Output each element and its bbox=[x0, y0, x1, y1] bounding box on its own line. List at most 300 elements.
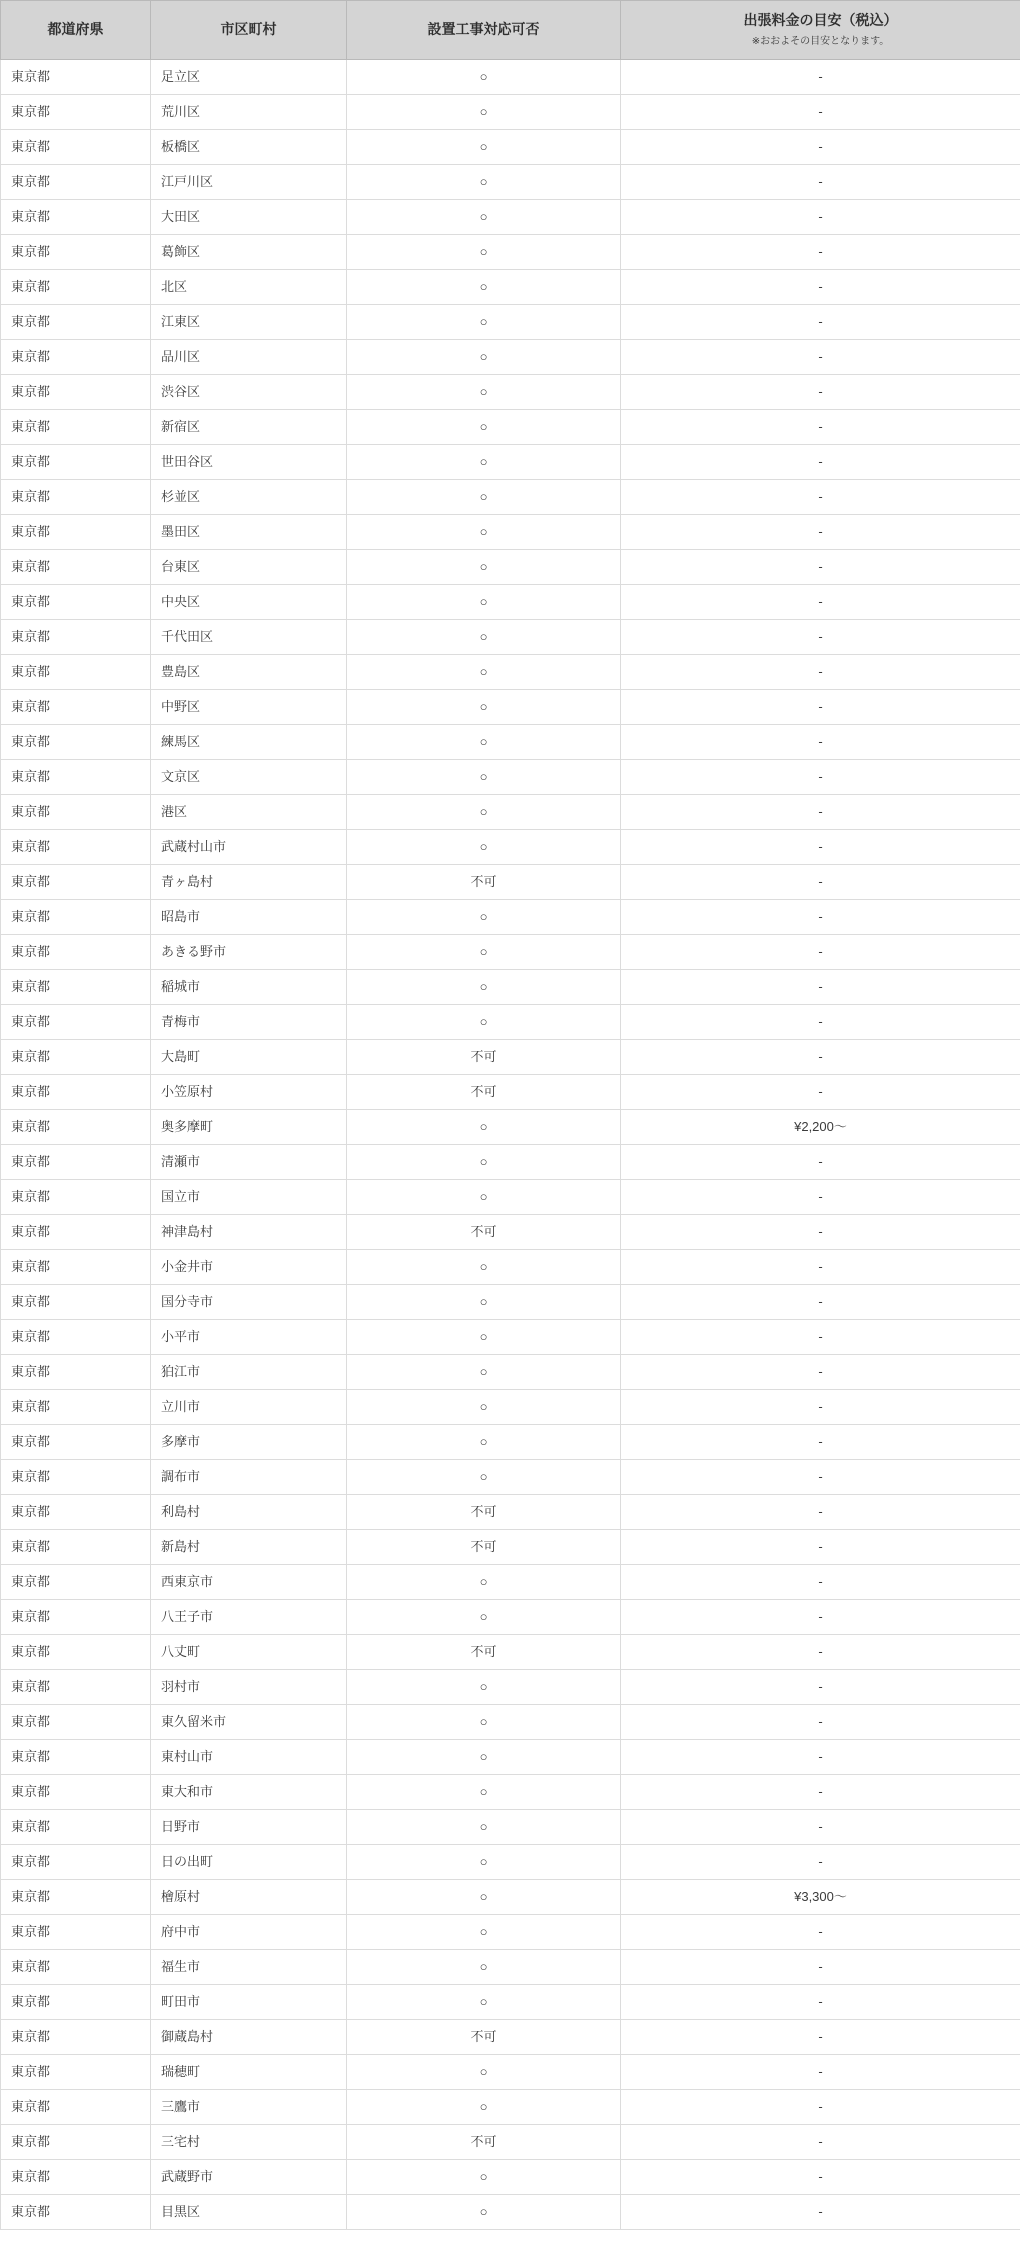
cell-fee: - bbox=[621, 829, 1020, 864]
table-row bbox=[1, 1389, 1020, 1424]
cell-fee: - bbox=[621, 724, 1020, 759]
cell-fee: - bbox=[621, 1739, 1020, 1774]
table-row bbox=[1, 1494, 1020, 1529]
table-row bbox=[1, 2089, 1020, 2124]
cell-fee: - bbox=[621, 2054, 1020, 2089]
column-header-fee-note: ※おおよその目安となります。 bbox=[751, 35, 890, 47]
cell-availability: ○ bbox=[347, 409, 621, 444]
cell-fee: - bbox=[621, 1249, 1020, 1284]
cell-availability: ○ bbox=[347, 1284, 621, 1319]
cell-prefecture: 東京都 bbox=[1, 1004, 151, 1039]
cell-prefecture: 東京都 bbox=[1, 689, 151, 724]
table-row bbox=[1, 1074, 1020, 1109]
cell-fee: - bbox=[621, 1319, 1020, 1354]
column-header-city: 市区町村 bbox=[151, 1, 347, 60]
cell-availability: ○ bbox=[347, 1844, 621, 1879]
cell-prefecture: 東京都 bbox=[1, 1984, 151, 2019]
table-row bbox=[1, 164, 1020, 199]
cell-prefecture: 東京都 bbox=[1, 1179, 151, 1214]
cell-prefecture: 東京都 bbox=[1, 1599, 151, 1634]
cell-availability: ○ bbox=[347, 584, 621, 619]
cell-prefecture: 東京都 bbox=[1, 374, 151, 409]
cell-city: 多摩市 bbox=[151, 1424, 347, 1459]
table-row bbox=[1, 129, 1020, 164]
cell-prefecture: 東京都 bbox=[1, 2124, 151, 2159]
cell-city: 東久留米市 bbox=[151, 1704, 347, 1739]
cell-availability: 不可 bbox=[347, 2124, 621, 2159]
cell-city: 昭島市 bbox=[151, 899, 347, 934]
cell-fee: - bbox=[621, 339, 1020, 374]
cell-city: 東村山市 bbox=[151, 1739, 347, 1774]
cell-city: 八王子市 bbox=[151, 1599, 347, 1634]
cell-prefecture: 東京都 bbox=[1, 514, 151, 549]
cell-prefecture: 東京都 bbox=[1, 1109, 151, 1144]
cell-city: 新宿区 bbox=[151, 409, 347, 444]
cell-prefecture: 東京都 bbox=[1, 1214, 151, 1249]
cell-city: 日の出町 bbox=[151, 1844, 347, 1879]
cell-prefecture: 東京都 bbox=[1, 1459, 151, 1494]
cell-prefecture: 東京都 bbox=[1, 1634, 151, 1669]
cell-city: 羽村市 bbox=[151, 1669, 347, 1704]
cell-availability: ○ bbox=[347, 759, 621, 794]
cell-prefecture: 東京都 bbox=[1, 794, 151, 829]
table-row bbox=[1, 549, 1020, 584]
table-row bbox=[1, 1669, 1020, 1704]
cell-prefecture: 東京都 bbox=[1, 339, 151, 374]
table-row bbox=[1, 2124, 1020, 2159]
cell-fee: - bbox=[621, 409, 1020, 444]
table-row bbox=[1, 619, 1020, 654]
table-row bbox=[1, 1599, 1020, 1634]
cell-prefecture: 東京都 bbox=[1, 1739, 151, 1774]
table-row bbox=[1, 1879, 1020, 1914]
cell-fee: ¥3,300〜 bbox=[621, 1879, 1020, 1914]
table-row bbox=[1, 1039, 1020, 1074]
cell-city: 狛江市 bbox=[151, 1354, 347, 1389]
cell-prefecture: 東京都 bbox=[1, 1949, 151, 1984]
cell-city: 品川区 bbox=[151, 339, 347, 374]
table-row bbox=[1, 864, 1020, 899]
cell-city: 三宅村 bbox=[151, 2124, 347, 2159]
cell-fee: - bbox=[621, 1354, 1020, 1389]
table-row bbox=[1, 934, 1020, 969]
cell-prefecture: 東京都 bbox=[1, 2019, 151, 2054]
cell-availability: ○ bbox=[347, 1424, 621, 1459]
table-row bbox=[1, 234, 1020, 269]
cell-prefecture: 東京都 bbox=[1, 584, 151, 619]
table-row bbox=[1, 199, 1020, 234]
cell-fee: - bbox=[621, 2159, 1020, 2194]
cell-availability: ○ bbox=[347, 934, 621, 969]
cell-fee: - bbox=[621, 1599, 1020, 1634]
cell-city: 福生市 bbox=[151, 1949, 347, 1984]
cell-city: 葛飾区 bbox=[151, 234, 347, 269]
cell-city: 立川市 bbox=[151, 1389, 347, 1424]
cell-availability: ○ bbox=[347, 1669, 621, 1704]
cell-city: 墨田区 bbox=[151, 514, 347, 549]
cell-city: 神津島村 bbox=[151, 1214, 347, 1249]
cell-prefecture: 東京都 bbox=[1, 1319, 151, 1354]
cell-availability: ○ bbox=[347, 1109, 621, 1144]
cell-availability: 不可 bbox=[347, 1074, 621, 1109]
cell-city: 足立区 bbox=[151, 59, 347, 94]
column-header-fee bbox=[621, 1, 1020, 60]
cell-availability: ○ bbox=[347, 829, 621, 864]
table-row bbox=[1, 759, 1020, 794]
cell-availability: ○ bbox=[347, 374, 621, 409]
cell-prefecture: 東京都 bbox=[1, 549, 151, 584]
cell-prefecture: 東京都 bbox=[1, 1424, 151, 1459]
cell-prefecture: 東京都 bbox=[1, 1879, 151, 1914]
table-row bbox=[1, 969, 1020, 1004]
table-row bbox=[1, 2159, 1020, 2194]
cell-prefecture: 東京都 bbox=[1, 2194, 151, 2229]
cell-fee: - bbox=[621, 444, 1020, 479]
cell-fee: - bbox=[621, 1984, 1020, 2019]
cell-city: 八丈町 bbox=[151, 1634, 347, 1669]
cell-city: 清瀬市 bbox=[151, 1144, 347, 1179]
cell-availability: ○ bbox=[347, 794, 621, 829]
cell-city: 杉並区 bbox=[151, 479, 347, 514]
cell-city: 三鷹市 bbox=[151, 2089, 347, 2124]
cell-fee: - bbox=[621, 1669, 1020, 1704]
cell-prefecture: 東京都 bbox=[1, 1494, 151, 1529]
cell-prefecture: 東京都 bbox=[1, 1914, 151, 1949]
cell-city: 国分寺市 bbox=[151, 1284, 347, 1319]
cell-city: 御蔵島村 bbox=[151, 2019, 347, 2054]
table-row bbox=[1, 1144, 1020, 1179]
cell-fee: - bbox=[621, 1074, 1020, 1109]
cell-fee: - bbox=[621, 1284, 1020, 1319]
cell-city: 江東区 bbox=[151, 304, 347, 339]
cell-city: 千代田区 bbox=[151, 619, 347, 654]
cell-availability: ○ bbox=[347, 304, 621, 339]
table-row bbox=[1, 444, 1020, 479]
table-row bbox=[1, 1529, 1020, 1564]
table-row bbox=[1, 1704, 1020, 1739]
table-row bbox=[1, 829, 1020, 864]
cell-fee: - bbox=[621, 1179, 1020, 1214]
cell-availability: ○ bbox=[347, 549, 621, 584]
cell-city: 渋谷区 bbox=[151, 374, 347, 409]
cell-prefecture: 東京都 bbox=[1, 234, 151, 269]
cell-city: 府中市 bbox=[151, 1914, 347, 1949]
cell-availability: ○ bbox=[347, 199, 621, 234]
cell-fee: - bbox=[621, 234, 1020, 269]
table-row bbox=[1, 584, 1020, 619]
cell-fee: ¥2,200〜 bbox=[621, 1109, 1020, 1144]
table-row bbox=[1, 1809, 1020, 1844]
cell-city: 青ヶ島村 bbox=[151, 864, 347, 899]
cell-availability: ○ bbox=[347, 1949, 621, 1984]
cell-fee: - bbox=[621, 1634, 1020, 1669]
table-body bbox=[1, 59, 1020, 2229]
cell-availability: ○ bbox=[347, 1179, 621, 1214]
table-row bbox=[1, 1249, 1020, 1284]
cell-fee: - bbox=[621, 864, 1020, 899]
cell-prefecture: 東京都 bbox=[1, 2159, 151, 2194]
cell-availability: ○ bbox=[347, 1354, 621, 1389]
cell-city: 利島村 bbox=[151, 1494, 347, 1529]
cell-prefecture: 東京都 bbox=[1, 199, 151, 234]
cell-availability: ○ bbox=[347, 129, 621, 164]
cell-fee: - bbox=[621, 619, 1020, 654]
cell-city: 大島町 bbox=[151, 1039, 347, 1074]
cell-availability: ○ bbox=[347, 1809, 621, 1844]
table-row bbox=[1, 339, 1020, 374]
cell-city: 江戸川区 bbox=[151, 164, 347, 199]
table-header bbox=[1, 1, 1020, 60]
cell-prefecture: 東京都 bbox=[1, 969, 151, 1004]
cell-availability: ○ bbox=[347, 339, 621, 374]
cell-prefecture: 東京都 bbox=[1, 1704, 151, 1739]
table-row bbox=[1, 1424, 1020, 1459]
cell-availability: ○ bbox=[347, 689, 621, 724]
cell-fee: - bbox=[621, 514, 1020, 549]
cell-city: 中野区 bbox=[151, 689, 347, 724]
cell-prefecture: 東京都 bbox=[1, 899, 151, 934]
cell-prefecture: 東京都 bbox=[1, 1529, 151, 1564]
cell-prefecture: 東京都 bbox=[1, 1809, 151, 1844]
cell-availability: ○ bbox=[347, 1599, 621, 1634]
cell-prefecture: 東京都 bbox=[1, 2089, 151, 2124]
cell-city: 日野市 bbox=[151, 1809, 347, 1844]
table-row bbox=[1, 899, 1020, 934]
cell-prefecture: 東京都 bbox=[1, 1354, 151, 1389]
cell-prefecture: 東京都 bbox=[1, 94, 151, 129]
cell-city: 西東京市 bbox=[151, 1564, 347, 1599]
cell-prefecture: 東京都 bbox=[1, 1669, 151, 1704]
cell-fee: - bbox=[621, 1459, 1020, 1494]
cell-prefecture: 東京都 bbox=[1, 829, 151, 864]
cell-prefecture: 東京都 bbox=[1, 1249, 151, 1284]
table-row bbox=[1, 1004, 1020, 1039]
cell-prefecture: 東京都 bbox=[1, 1774, 151, 1809]
cell-city: 荒川区 bbox=[151, 94, 347, 129]
table-row bbox=[1, 724, 1020, 759]
cell-fee: - bbox=[621, 899, 1020, 934]
cell-availability: ○ bbox=[347, 59, 621, 94]
cell-availability: ○ bbox=[347, 2194, 621, 2229]
table-header-row bbox=[1, 1, 1020, 60]
table-row bbox=[1, 689, 1020, 724]
cell-availability: 不可 bbox=[347, 1214, 621, 1249]
cell-prefecture: 東京都 bbox=[1, 304, 151, 339]
table-row bbox=[1, 374, 1020, 409]
cell-availability: ○ bbox=[347, 1249, 621, 1284]
cell-fee: - bbox=[621, 59, 1020, 94]
cell-availability: ○ bbox=[347, 1914, 621, 1949]
cell-availability: ○ bbox=[347, 899, 621, 934]
cell-availability: ○ bbox=[347, 2054, 621, 2089]
cell-availability: ○ bbox=[347, 1774, 621, 1809]
cell-prefecture: 東京都 bbox=[1, 654, 151, 689]
cell-fee: - bbox=[621, 129, 1020, 164]
cell-fee: - bbox=[621, 549, 1020, 584]
cell-fee: - bbox=[621, 164, 1020, 199]
cell-availability: 不可 bbox=[347, 1634, 621, 1669]
table-row bbox=[1, 2194, 1020, 2229]
cell-fee: - bbox=[621, 1774, 1020, 1809]
cell-availability: ○ bbox=[347, 969, 621, 1004]
cell-availability: ○ bbox=[347, 1389, 621, 1424]
table-row bbox=[1, 1844, 1020, 1879]
cell-city: 武蔵村山市 bbox=[151, 829, 347, 864]
cell-city: 町田市 bbox=[151, 1984, 347, 2019]
table-row bbox=[1, 1354, 1020, 1389]
cell-availability: ○ bbox=[347, 1879, 621, 1914]
cell-city: 北区 bbox=[151, 269, 347, 304]
table-row bbox=[1, 1774, 1020, 1809]
cell-city: あきる野市 bbox=[151, 934, 347, 969]
cell-availability: ○ bbox=[347, 1984, 621, 2019]
cell-availability: 不可 bbox=[347, 2019, 621, 2054]
cell-prefecture: 東京都 bbox=[1, 934, 151, 969]
table-row bbox=[1, 1109, 1020, 1144]
table-row bbox=[1, 1984, 1020, 2019]
cell-fee: - bbox=[621, 759, 1020, 794]
cell-prefecture: 東京都 bbox=[1, 1844, 151, 1879]
cell-prefecture: 東京都 bbox=[1, 864, 151, 899]
cell-city: 奥多摩町 bbox=[151, 1109, 347, 1144]
cell-availability: ○ bbox=[347, 164, 621, 199]
cell-city: 豊島区 bbox=[151, 654, 347, 689]
cell-fee: - bbox=[621, 1389, 1020, 1424]
cell-prefecture: 東京都 bbox=[1, 2054, 151, 2089]
cell-prefecture: 東京都 bbox=[1, 1284, 151, 1319]
cell-city: 檜原村 bbox=[151, 1879, 347, 1914]
cell-fee: - bbox=[621, 1214, 1020, 1249]
cell-city: 武蔵野市 bbox=[151, 2159, 347, 2194]
cell-fee: - bbox=[621, 1809, 1020, 1844]
cell-fee: - bbox=[621, 1144, 1020, 1179]
cell-prefecture: 東京都 bbox=[1, 129, 151, 164]
table-row bbox=[1, 1914, 1020, 1949]
cell-city: 小笠原村 bbox=[151, 1074, 347, 1109]
cell-fee: - bbox=[621, 1914, 1020, 1949]
table-row bbox=[1, 409, 1020, 444]
table-row bbox=[1, 2054, 1020, 2089]
cell-fee: - bbox=[621, 94, 1020, 129]
cell-availability: ○ bbox=[347, 234, 621, 269]
cell-city: 文京区 bbox=[151, 759, 347, 794]
cell-city: 小平市 bbox=[151, 1319, 347, 1354]
table-row bbox=[1, 1949, 1020, 1984]
cell-availability: ○ bbox=[347, 269, 621, 304]
cell-availability: ○ bbox=[347, 1704, 621, 1739]
cell-availability: ○ bbox=[347, 479, 621, 514]
cell-city: 調布市 bbox=[151, 1459, 347, 1494]
table-row bbox=[1, 304, 1020, 339]
cell-fee: - bbox=[621, 654, 1020, 689]
cell-fee: - bbox=[621, 269, 1020, 304]
cell-city: 板橋区 bbox=[151, 129, 347, 164]
cell-availability: ○ bbox=[347, 1739, 621, 1774]
cell-fee: - bbox=[621, 2124, 1020, 2159]
cell-availability: ○ bbox=[347, 94, 621, 129]
cell-prefecture: 東京都 bbox=[1, 269, 151, 304]
cell-prefecture: 東京都 bbox=[1, 409, 151, 444]
cell-city: 大田区 bbox=[151, 199, 347, 234]
cell-fee: - bbox=[621, 2089, 1020, 2124]
cell-prefecture: 東京都 bbox=[1, 1564, 151, 1599]
cell-availability: 不可 bbox=[347, 1529, 621, 1564]
table-row bbox=[1, 654, 1020, 689]
table-row bbox=[1, 2019, 1020, 2054]
cell-availability: ○ bbox=[347, 1459, 621, 1494]
table-row bbox=[1, 1634, 1020, 1669]
cell-availability: ○ bbox=[347, 514, 621, 549]
cell-availability: ○ bbox=[347, 1564, 621, 1599]
table-row bbox=[1, 1564, 1020, 1599]
cell-prefecture: 東京都 bbox=[1, 1039, 151, 1074]
table-row bbox=[1, 59, 1020, 94]
cell-city: 東大和市 bbox=[151, 1774, 347, 1809]
cell-availability: ○ bbox=[347, 444, 621, 479]
cell-fee: - bbox=[621, 2194, 1020, 2229]
cell-prefecture: 東京都 bbox=[1, 479, 151, 514]
cell-city: 世田谷区 bbox=[151, 444, 347, 479]
cell-city: 台東区 bbox=[151, 549, 347, 584]
cell-prefecture: 東京都 bbox=[1, 444, 151, 479]
cell-availability: ○ bbox=[347, 1144, 621, 1179]
table-row bbox=[1, 794, 1020, 829]
cell-city: 国立市 bbox=[151, 1179, 347, 1214]
cell-fee: - bbox=[621, 969, 1020, 1004]
cell-fee: - bbox=[621, 689, 1020, 724]
cell-availability: ○ bbox=[347, 724, 621, 759]
cell-city: 目黒区 bbox=[151, 2194, 347, 2229]
cell-city: 瑞穂町 bbox=[151, 2054, 347, 2089]
table-row bbox=[1, 1459, 1020, 1494]
cell-fee: - bbox=[621, 479, 1020, 514]
cell-availability: ○ bbox=[347, 619, 621, 654]
cell-city: 中央区 bbox=[151, 584, 347, 619]
cell-fee: - bbox=[621, 374, 1020, 409]
cell-availability: ○ bbox=[347, 2159, 621, 2194]
table-row bbox=[1, 1739, 1020, 1774]
cell-availability: 不可 bbox=[347, 864, 621, 899]
column-header-fee-label: 出張料金の目安（税込） bbox=[743, 12, 898, 28]
cell-availability: 不可 bbox=[347, 1039, 621, 1074]
cell-fee: - bbox=[621, 304, 1020, 339]
cell-fee: - bbox=[621, 1844, 1020, 1879]
table-row bbox=[1, 1284, 1020, 1319]
table-row bbox=[1, 269, 1020, 304]
cell-fee: - bbox=[621, 1529, 1020, 1564]
table-row bbox=[1, 1214, 1020, 1249]
cell-city: 小金井市 bbox=[151, 1249, 347, 1284]
cell-prefecture: 東京都 bbox=[1, 619, 151, 654]
cell-availability: 不可 bbox=[347, 1494, 621, 1529]
cell-prefecture: 東京都 bbox=[1, 59, 151, 94]
cell-prefecture: 東京都 bbox=[1, 1074, 151, 1109]
cell-fee: - bbox=[621, 1564, 1020, 1599]
cell-fee: - bbox=[621, 794, 1020, 829]
cell-city: 青梅市 bbox=[151, 1004, 347, 1039]
table-row bbox=[1, 479, 1020, 514]
table-row bbox=[1, 94, 1020, 129]
cell-fee: - bbox=[621, 1039, 1020, 1074]
cell-fee: - bbox=[621, 584, 1020, 619]
table-row bbox=[1, 1179, 1020, 1214]
cell-availability: ○ bbox=[347, 654, 621, 689]
cell-availability: ○ bbox=[347, 1319, 621, 1354]
cell-fee: - bbox=[621, 1949, 1020, 1984]
table-row bbox=[1, 1319, 1020, 1354]
cell-fee: - bbox=[621, 1704, 1020, 1739]
cell-city: 新島村 bbox=[151, 1529, 347, 1564]
